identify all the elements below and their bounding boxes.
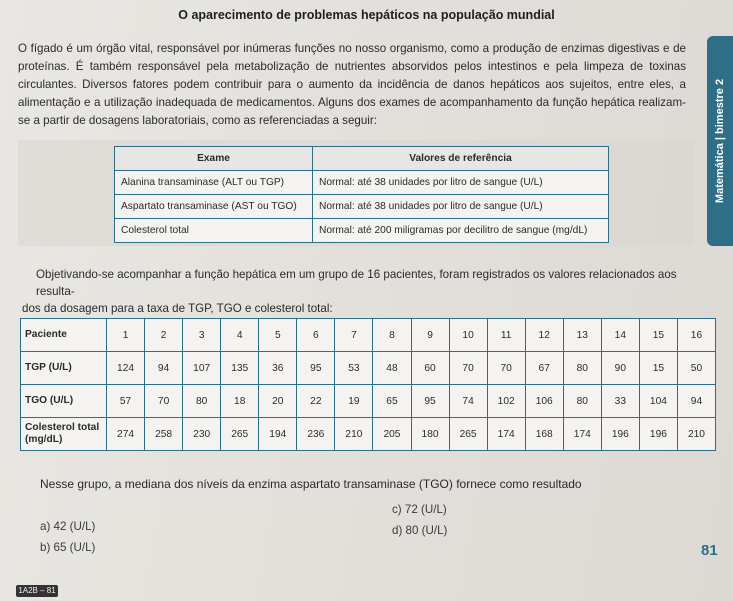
row-label-colesterol: Colesterol total (mg/dL) <box>21 418 107 451</box>
colesterol-cell: 230 <box>183 418 221 451</box>
tgp-cell: 53 <box>335 352 373 385</box>
colesterol-cell: 174 <box>487 418 525 451</box>
paciente-cell: 16 <box>677 319 715 352</box>
tgp-cell: 135 <box>221 352 259 385</box>
tgp-cell: 90 <box>601 352 639 385</box>
reference-row-cholesterol <box>115 219 609 243</box>
tgo-cell: 33 <box>601 385 639 418</box>
tgp-cell: 107 <box>183 352 221 385</box>
row-label-tgp: TGP (U/L) <box>21 352 107 385</box>
reference-row-ast <box>115 195 609 219</box>
paciente-cell: 10 <box>449 319 487 352</box>
intro-paragraph: O fígado é um órgão vital, responsável por inúmeras funções no nosso organismo, como a produção de enzimas digestivas e de proteínas. É também responsável pela metabolização de nutrientes absorvidos pelos intestinos e pela limpeza de toxinas circulantes. Diversos fatores podem contribuir para o aumento da incidência de danos hepáticos aos sujeitos, entre eles, a alimentação e a utilização inadequada de medicamentos. Alguns dos exames de acompanhamento da função hepática realizam-se a partir de dosagens laboratoriais, como as referenciadas a seguir: <box>18 42 686 127</box>
exam-name: Alanina transaminase (ALT ou TGP) <box>115 171 313 195</box>
paciente-cell: 8 <box>373 319 411 352</box>
reference-value: Normal: até 38 unidades por litro de sangue (U/L) <box>313 171 609 195</box>
exam-name: Aspartato transaminase (AST ou TGO) <box>115 195 313 219</box>
paciente-cell: 7 <box>335 319 373 352</box>
tgp-cell: 50 <box>677 352 715 385</box>
paciente-cell: 1 <box>107 319 145 352</box>
tgo-cell: 106 <box>525 385 563 418</box>
paciente-cell: 11 <box>487 319 525 352</box>
tgo-cell: 95 <box>411 385 449 418</box>
page-number: 81 <box>701 542 718 559</box>
colesterol-cell: 258 <box>145 418 183 451</box>
tgp-cell: 124 <box>107 352 145 385</box>
tgp-cell: 94 <box>145 352 183 385</box>
tgp-cell: 60 <box>411 352 449 385</box>
tgo-cell: 18 <box>221 385 259 418</box>
side-tab-label: Matemática | bimestre 2 <box>714 78 726 204</box>
colesterol-cell: 174 <box>563 418 601 451</box>
tgp-cell: 48 <box>373 352 411 385</box>
colesterol-cell: 168 <box>525 418 563 451</box>
tgo-cell: 19 <box>335 385 373 418</box>
colesterol-cell: 265 <box>449 418 487 451</box>
paciente-cell: 2 <box>145 319 183 352</box>
paragraph-line-1: Objetivando-se acompanhar a função hepática em um grupo de 16 pacientes, foram registrados os valores relacionados aos resulta- <box>36 268 677 298</box>
tgp-cell: 95 <box>297 352 335 385</box>
tgo-cell: 57 <box>107 385 145 418</box>
tgo-cell: 70 <box>145 385 183 418</box>
paciente-cell: 14 <box>601 319 639 352</box>
tgo-cell: 65 <box>373 385 411 418</box>
page-title: O aparecimento de problemas hepáticos na população mundial <box>178 8 555 22</box>
question-text: Nesse grupo, a mediana dos níveis da enzima aspartato transaminase (TGO) fornece como resultado <box>40 477 582 491</box>
tgp-cell: 15 <box>639 352 677 385</box>
option-c[interactable]: c) 72 (U/L) <box>392 503 447 516</box>
tgo-cell: 20 <box>259 385 297 418</box>
paciente-cell: 9 <box>411 319 449 352</box>
colesterol-cell: 180 <box>411 418 449 451</box>
colesterol-cell: 274 <box>107 418 145 451</box>
colesterol-cell: 265 <box>221 418 259 451</box>
paciente-cell: 4 <box>221 319 259 352</box>
row-label-tgo: TGO (U/L) <box>21 385 107 418</box>
row-label-paciente: Paciente <box>21 319 107 352</box>
header-exam: Exame <box>115 147 313 171</box>
data-description-paragraph <box>22 266 716 317</box>
reference-table-header-row <box>115 147 609 171</box>
paragraph-line-2: dos da dosagem para a taxa de TGP, TGO e colesterol total: <box>22 302 333 315</box>
tgo-cell: 80 <box>563 385 601 418</box>
tgp-cell: 67 <box>525 352 563 385</box>
colesterol-cell: 205 <box>373 418 411 451</box>
option-a[interactable]: a) 42 (U/L) <box>40 520 96 533</box>
tgo-cell: 74 <box>449 385 487 418</box>
paciente-cell: 3 <box>183 319 221 352</box>
section-side-tab <box>707 36 733 246</box>
colesterol-cell: 210 <box>335 418 373 451</box>
tgo-cell: 80 <box>183 385 221 418</box>
row-tgp <box>21 352 716 385</box>
colesterol-cell: 210 <box>677 418 715 451</box>
reference-values-table <box>114 146 609 243</box>
header-reference-values: Valores de referência <box>313 147 609 171</box>
row-paciente <box>21 319 716 352</box>
exam-name: Colesterol total <box>115 219 313 243</box>
reference-value: Normal: até 38 unidades por litro de sangue (U/L) <box>313 195 609 219</box>
reference-row-alt <box>115 171 609 195</box>
paciente-cell: 12 <box>525 319 563 352</box>
paciente-cell: 6 <box>297 319 335 352</box>
colesterol-cell: 236 <box>297 418 335 451</box>
colesterol-cell: 196 <box>639 418 677 451</box>
tgo-cell: 94 <box>677 385 715 418</box>
tgp-cell: 36 <box>259 352 297 385</box>
paciente-cell: 13 <box>563 319 601 352</box>
paciente-cell: 5 <box>259 319 297 352</box>
patient-results-table <box>20 318 716 451</box>
tgo-cell: 102 <box>487 385 525 418</box>
option-d[interactable]: d) 80 (U/L) <box>392 524 448 537</box>
tgp-cell: 70 <box>449 352 487 385</box>
tgp-cell: 70 <box>487 352 525 385</box>
tgo-cell: 104 <box>639 385 677 418</box>
option-b[interactable]: b) 65 (U/L) <box>40 541 96 554</box>
row-colesterol <box>21 418 716 451</box>
tgp-cell: 80 <box>563 352 601 385</box>
colesterol-cell: 194 <box>259 418 297 451</box>
reference-value: Normal: até 200 miligramas por decilitro de sangue (mg/dL) <box>313 219 609 243</box>
row-tgo <box>21 385 716 418</box>
footer-code: 1A2B – 81 <box>16 585 58 597</box>
colesterol-cell: 196 <box>601 418 639 451</box>
paciente-cell: 15 <box>639 319 677 352</box>
tgo-cell: 22 <box>297 385 335 418</box>
